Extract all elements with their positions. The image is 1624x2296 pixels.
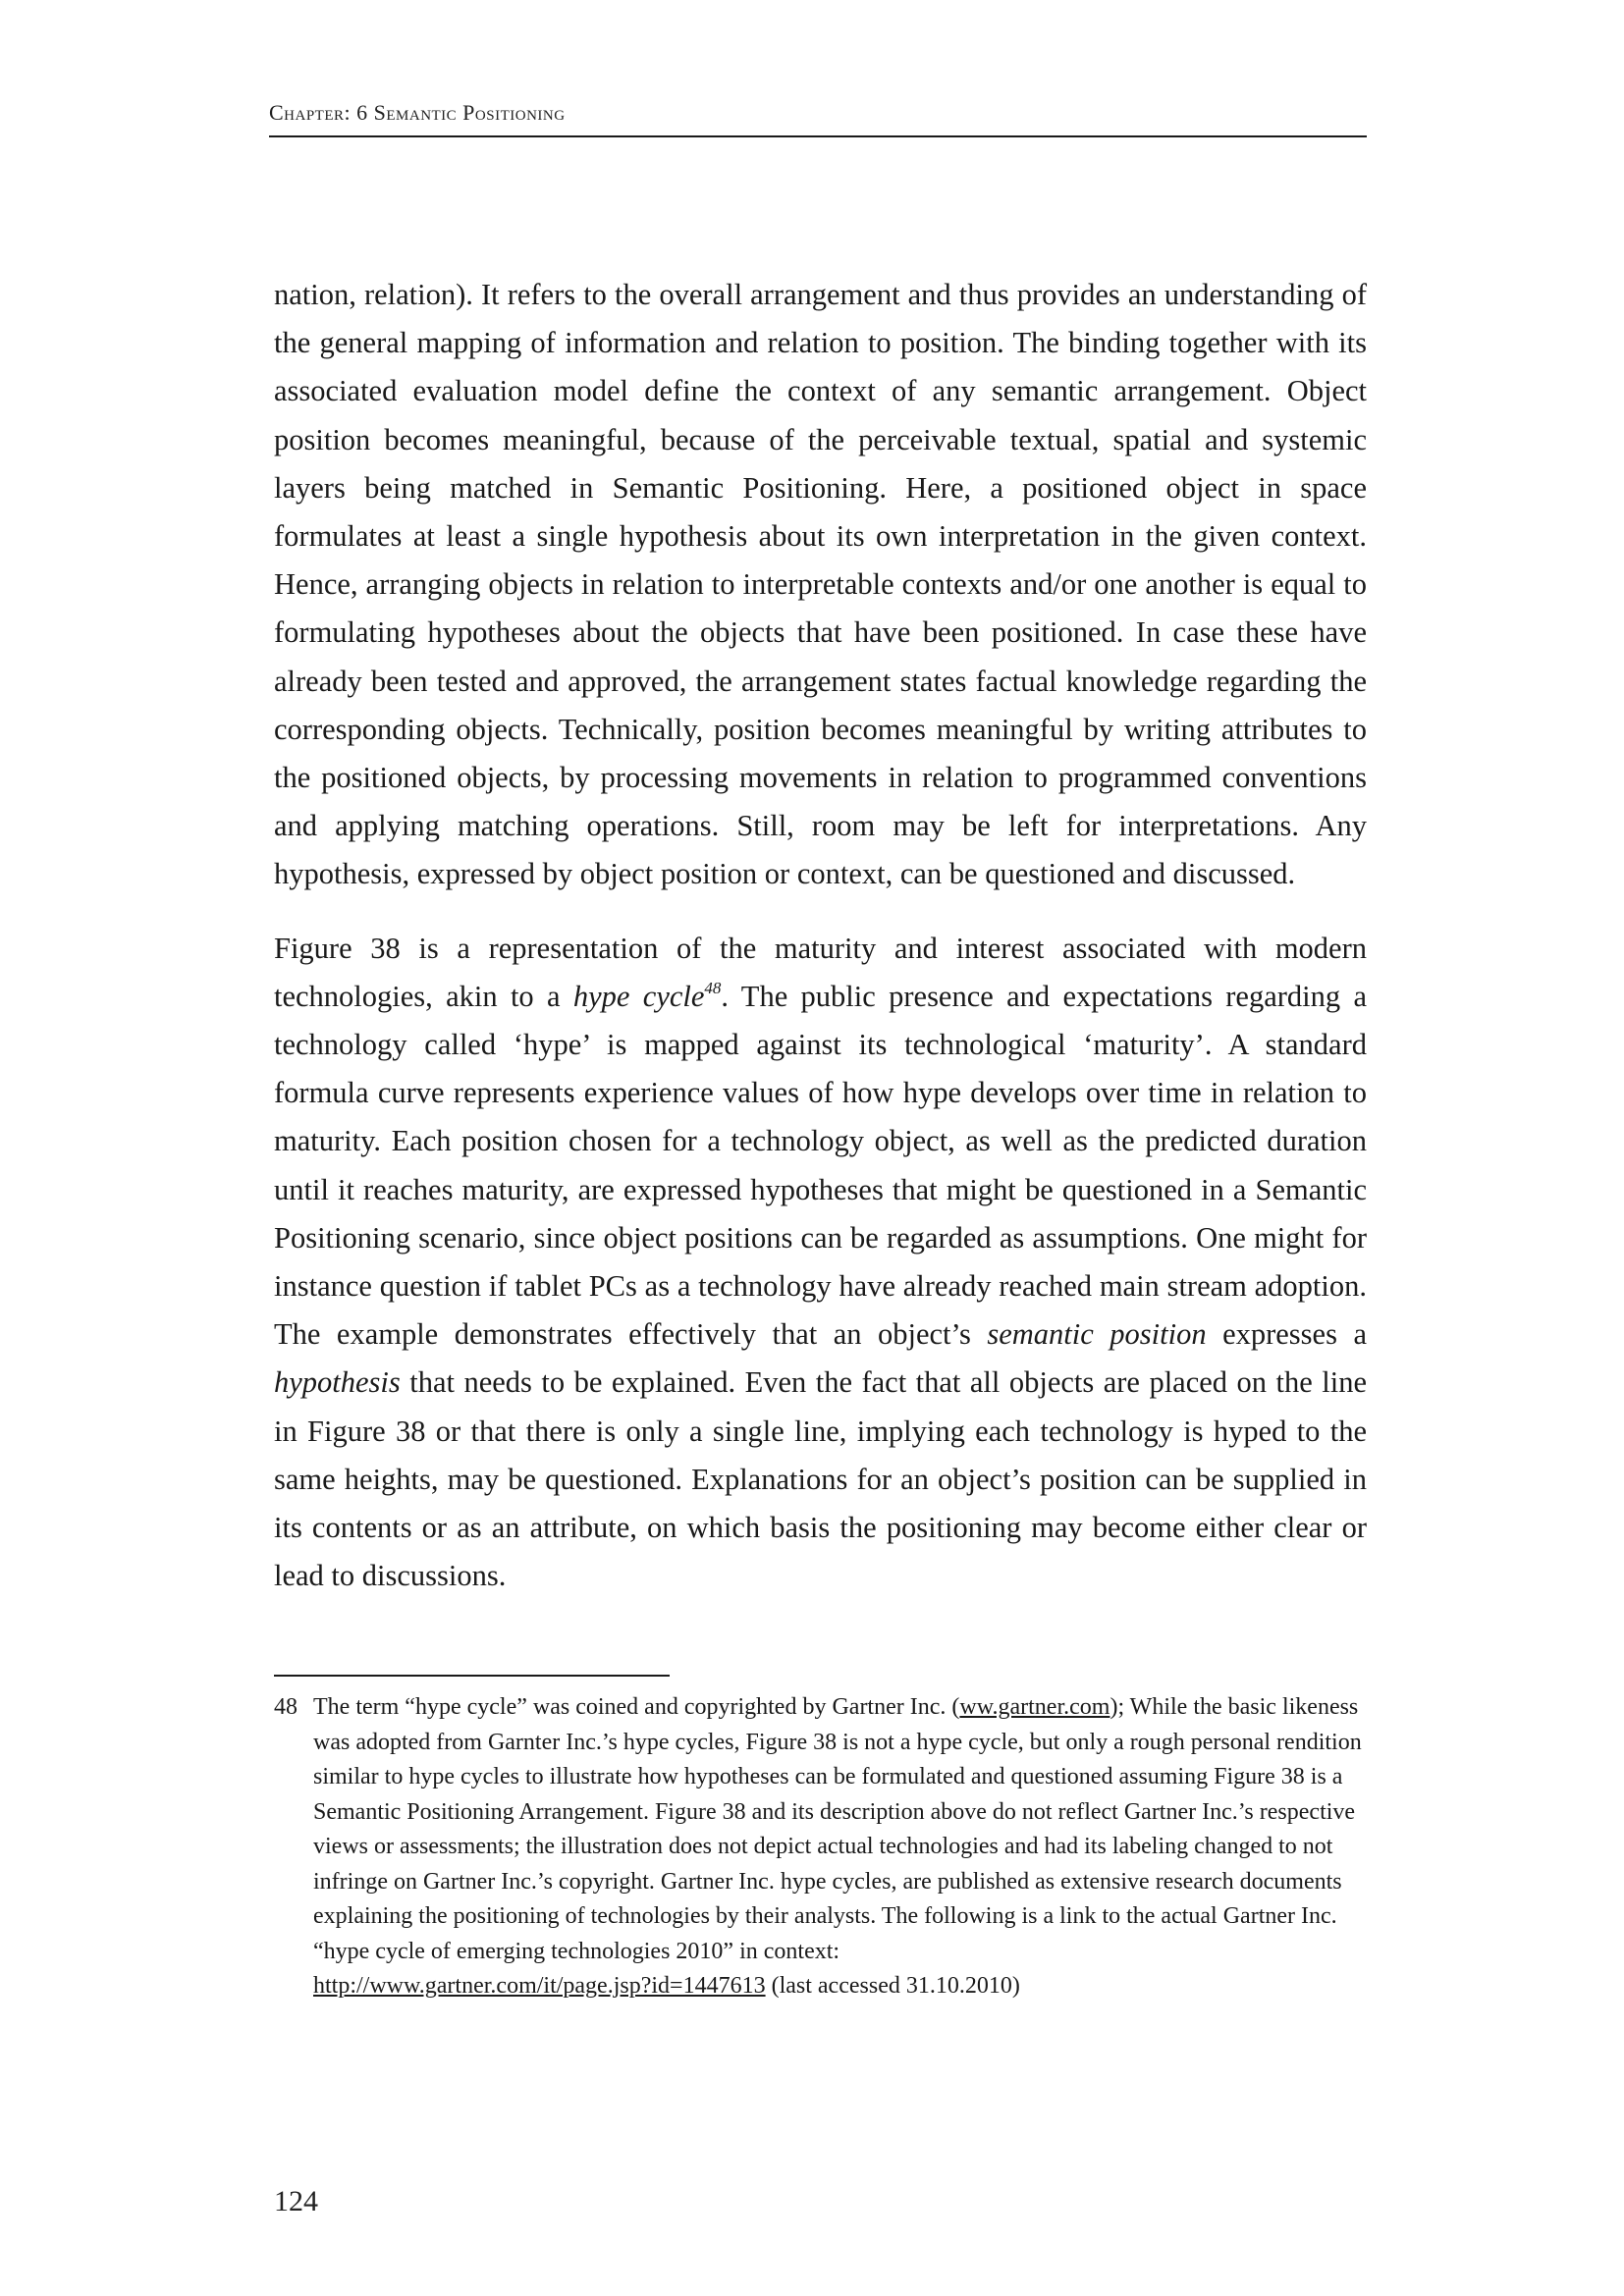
footnote-text-c: (last accessed 31.10.2010) bbox=[765, 1973, 1020, 1999]
paragraph-1: nation, relation). It refers to the overall arrangement and thus provides an understanding of the general mapping of information and relation to position. The binding together with its associated evaluation model define the context of any semantic arrangement. Object position becomes meaningful, because of the perceivable textual, spatial and systemic layers being matched in Semantic Positioning. Here, a positioned object in space formulates at least a single hypothesis about its own interpretation in the given context. Hence, arranging objects in relation to interpretable contexts and/or one another is equal to formulating hypotheses about the objects that have been positioned. In case these have already been tested and approved, the arrangement states factual knowledge regarding the corresponding objects. Technically, position becomes meaningful by writing attributes to the positioned objects, by processing movements in relation to programmed conventions and applying matching operations. Still, room may be left for interpretations. Any hypothesis, expressed by object position or context, can be questioned and discussed. bbox=[274, 278, 1367, 891]
term-hype-cycle: hype cycle bbox=[572, 979, 705, 1013]
footnote-text bbox=[313, 1690, 1367, 2004]
footnote-48 bbox=[274, 1690, 1367, 2004]
footnote-text-b: ); While the basic likeness was adopted from Garnter Inc.’s hype cycles, Figure 38 is not a hype cycle, but only a rough personal rendition similar to hype cycles to illustrate how hypotheses can be formulated and questioned assuming Figure 38 is a Semantic Positioning Arrangement. Figure 38 and its description above do not reflect Gartner Inc.’s respective views or assessments; the illustration does not depict actual technologies and had its labeling changed to not infringe on Gartner Inc.’s copyright. Gartner Inc. hype cycles, are published as extensive research documents explaining the positioning of technologies by their analysts. The following is a link to the actual Gartner Inc. “hype cycle of emerging technologies 2010” in context: bbox=[313, 1694, 1362, 1964]
page-number: 124 bbox=[274, 2185, 318, 2217]
gartner-link[interactable]: ww.gartner.com bbox=[959, 1694, 1110, 1720]
paragraph-2-text-a: Figure 38 is a representation of the maturity and interest associated with modern technologies, akin to a bbox=[274, 931, 1367, 1013]
paragraph-2-text-c: expresses a bbox=[1206, 1317, 1367, 1352]
running-header bbox=[269, 94, 1367, 137]
paragraph-2 bbox=[274, 925, 1367, 1601]
footnote-text-a: The term “hype cycle” was coined and copyrighted by Gartner Inc. ( bbox=[313, 1694, 960, 1720]
footnote-number: 48 bbox=[274, 1694, 298, 1720]
term-semantic-position: semantic position bbox=[987, 1317, 1207, 1352]
footnote-reference[interactable]: 48 bbox=[704, 978, 722, 997]
chapter-title: Chapter: 6 Semantic Positioning bbox=[269, 100, 566, 125]
paragraph-2-text-b: . The public presence and expectations regarding a technology called ‘hype’ is mapped against its technological ‘maturity’. A standard formula curve represents experience values of how hype develops over time in relation to maturity. Each position chosen for a technology object, as well as the predicted duration until it reaches maturity, are expressed hypotheses that might be questioned in a Semantic Positioning scenario, since object positions can be regarded as assumptions. One might for instance question if tablet PCs as a technology have already reached main stream adoption. The example demonstrates effectively that an object’s bbox=[274, 979, 1367, 1352]
main-text bbox=[274, 271, 1367, 1600]
paragraph-2-text-d: that needs to be explained. Even the fact that all objects are placed on the line in Figure 38 or that there is only a single line, implying each technology is hyped to the same heights, may be questioned. Explanations for an object’s position can be supplied in its contents or as an attribute, on which basis the positioning may become either clear or lead to discussions. bbox=[274, 1365, 1367, 1593]
gartner-hype-cycle-link[interactable]: http://www.gartner.com/it/page.jsp?id=1447613 bbox=[313, 1973, 766, 1999]
term-hypothesis: hypothesis bbox=[274, 1365, 401, 1400]
footnote-separator bbox=[274, 1675, 670, 1677]
